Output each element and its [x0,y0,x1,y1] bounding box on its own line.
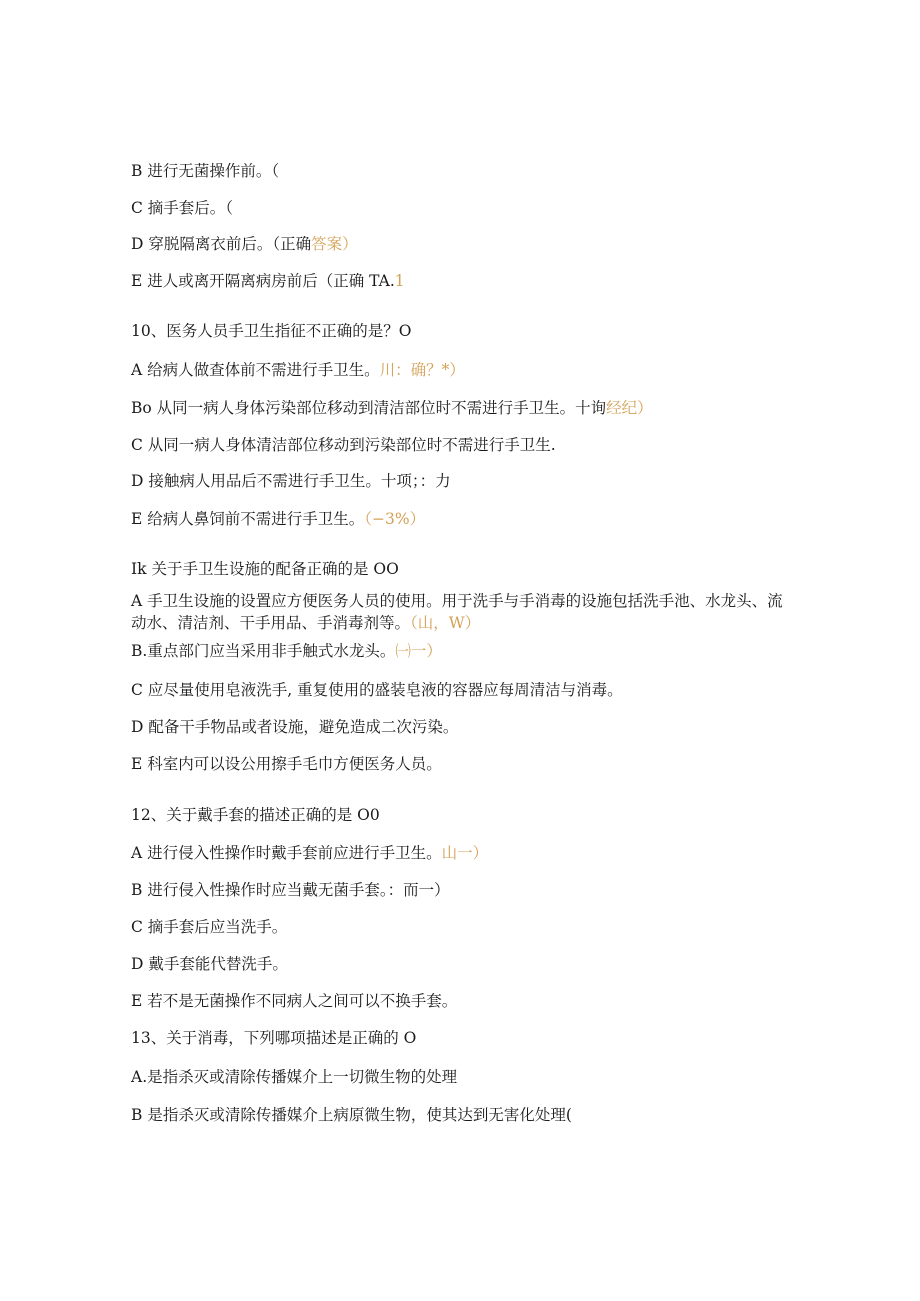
answer-annotation: （−3%） [364,510,426,528]
question-line: Ik 关于手卫生设施的配备正确的是 OO [131,560,399,578]
question-line: 13、关于消毒，下列哪项描述是正确的 O [131,1029,417,1047]
answer-annotation: ㈠一） [395,642,442,660]
answer-annotation: 山一） [441,844,489,862]
option-line: D 配备干手物品或者设施，避免造成二次污染。 [131,718,459,736]
option-line: E 科室内可以设公用擦手毛巾方便医务人员。 [131,755,442,773]
option-line: D 接触病人用品后不需进行手卫生。十项；：力 [131,472,451,490]
option-line: B.重点部门应当采用非手触式水龙头。㈠一） [131,642,442,660]
option-line: E 进人或离开隔离病房前后（正确 TA.1 [131,272,405,290]
option-line: A 给病人做查体前不需进行手卫生。川：确？*） [131,361,465,379]
answer-annotation: 1 [394,272,405,290]
answer-annotation: 经纪） [606,399,653,417]
option-line: E 若不是无菌操作不同病人之间可以不换手套。 [131,992,458,1010]
option-line: C 从同一病人身体清洁部位移动到污染部位时不需进行手卫生. [131,436,556,454]
answer-annotation: 川：确？*） [379,361,465,379]
option-line: C 摘手套后应当洗手。 [131,918,288,936]
option-line: E 给病人鼻饲前不需进行手卫生。（−3%） [131,510,426,528]
question-line: 12、关于戴手套的描述正确的是 O0 [131,806,380,824]
option-line: A 进行侵入性操作时戴手套前应进行手卫生。山一） [131,844,489,862]
question-line: 10、医务人员手卫生指征不正确的是？O [131,322,412,340]
option-line: A 手卫生设施的设置应方便医务人员的使用。用于洗手与手消毒的设施包括洗手池、水龙头、流动水、清洁剂、干手用品、手消毒剂等。（山，W） [131,592,783,632]
option-line: B 进行无菌操作前。（ [131,162,280,180]
option-line: A.是指杀灭或清除传播媒介上一切微生物的处理 [131,1068,458,1086]
option-line: Bo 从同一病人身体污染部位移动到清洁部位时不需进行手卫生。十询经纪） [131,399,653,417]
option-line: C 应尽量使用皂液洗手, 重复使用的盛装皂液的容器应每周清洁与消毒。 [131,681,623,699]
option-line: D 戴手套能代替洗手。 [131,955,288,973]
option-line: D 穿脱隔离衣前后。（正确答案） [131,235,358,253]
option-line: B 进行侵入性操作时应当戴无菌手套。：而一） [131,881,450,899]
answer-annotation: （山，W） [410,614,481,632]
option-line: B 是指杀灭或清除传播媒介上病原微生物，使其达到无害化处理( [131,1106,572,1124]
option-line: C 摘手套后。（ [131,199,234,217]
answer-annotation: 答案） [311,235,358,253]
